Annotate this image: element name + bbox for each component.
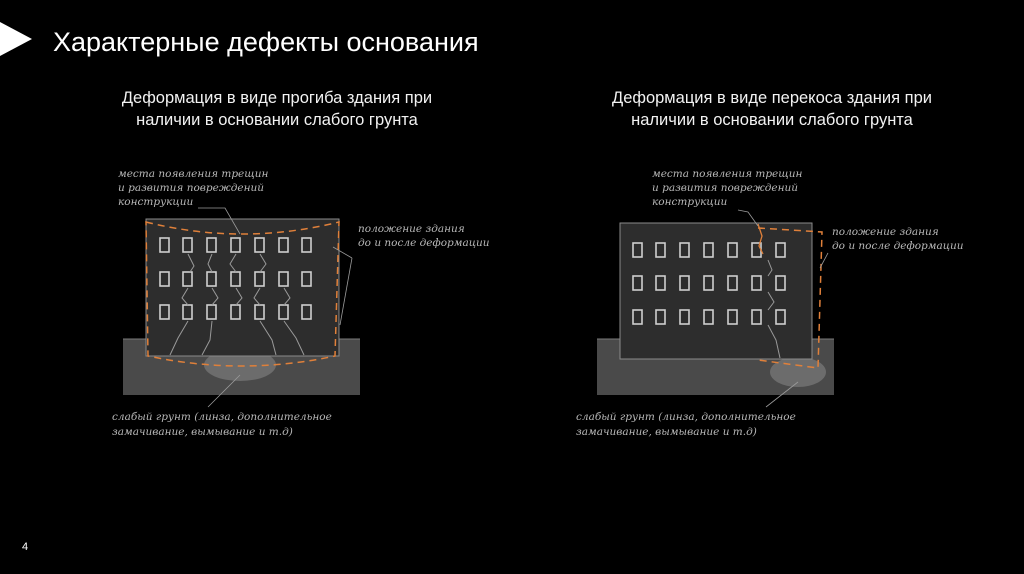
crack-label-line1: места появления трещин [118, 168, 269, 180]
right-subtitle-line1: Деформация в виде перекоса здания при [612, 89, 932, 107]
soil-annotation [576, 411, 799, 438]
right-subtitle-line2: наличии в основании слабого грунта [631, 111, 913, 129]
crack-label-line2: и развития повреждений [652, 182, 799, 194]
position-label-line2: до и после деформации [832, 240, 964, 252]
left-subtitle-line1: Деформация в виде прогиба здания при [121, 89, 433, 107]
crack-label-line2: и развития повреждений [118, 182, 265, 194]
soil-label-line2: замачивание, вымывание и т.д) [112, 426, 293, 438]
crack-annotation [652, 168, 806, 208]
right-subtitle [562, 87, 982, 131]
crack-annotation [118, 168, 272, 208]
left-subtitle-line2: наличии в основании слабого грунта [136, 111, 418, 129]
position-annotation [832, 226, 964, 252]
corner-arrow-icon [0, 22, 32, 56]
left-subtitle [72, 87, 482, 131]
sag-deformation-diagram [90, 150, 490, 450]
position-label-line1: положение здания [358, 223, 465, 235]
page-number: 4 [22, 541, 29, 553]
crack-label-line3: конструкции [118, 196, 194, 208]
position-annotation [358, 223, 490, 249]
skew-deformation-diagram [570, 150, 1000, 450]
soil-label-line1: слабый грунт (линза, дополнительное [576, 411, 796, 423]
crack-label-line3: конструкции [652, 196, 728, 208]
soil-label-line2: замачивание, вымывание и т.д) [576, 426, 757, 438]
slide-title: Характерные дефекты основания [53, 27, 479, 57]
soil-label-line1: слабый грунт (линза, дополнительное [112, 411, 332, 423]
position-label-line1: положение здания [832, 226, 939, 238]
building [146, 219, 339, 356]
soil-annotation [112, 411, 335, 438]
position-label-line2: до и после деформации [358, 237, 490, 249]
crack-label-line1: места появления трещин [652, 168, 803, 180]
